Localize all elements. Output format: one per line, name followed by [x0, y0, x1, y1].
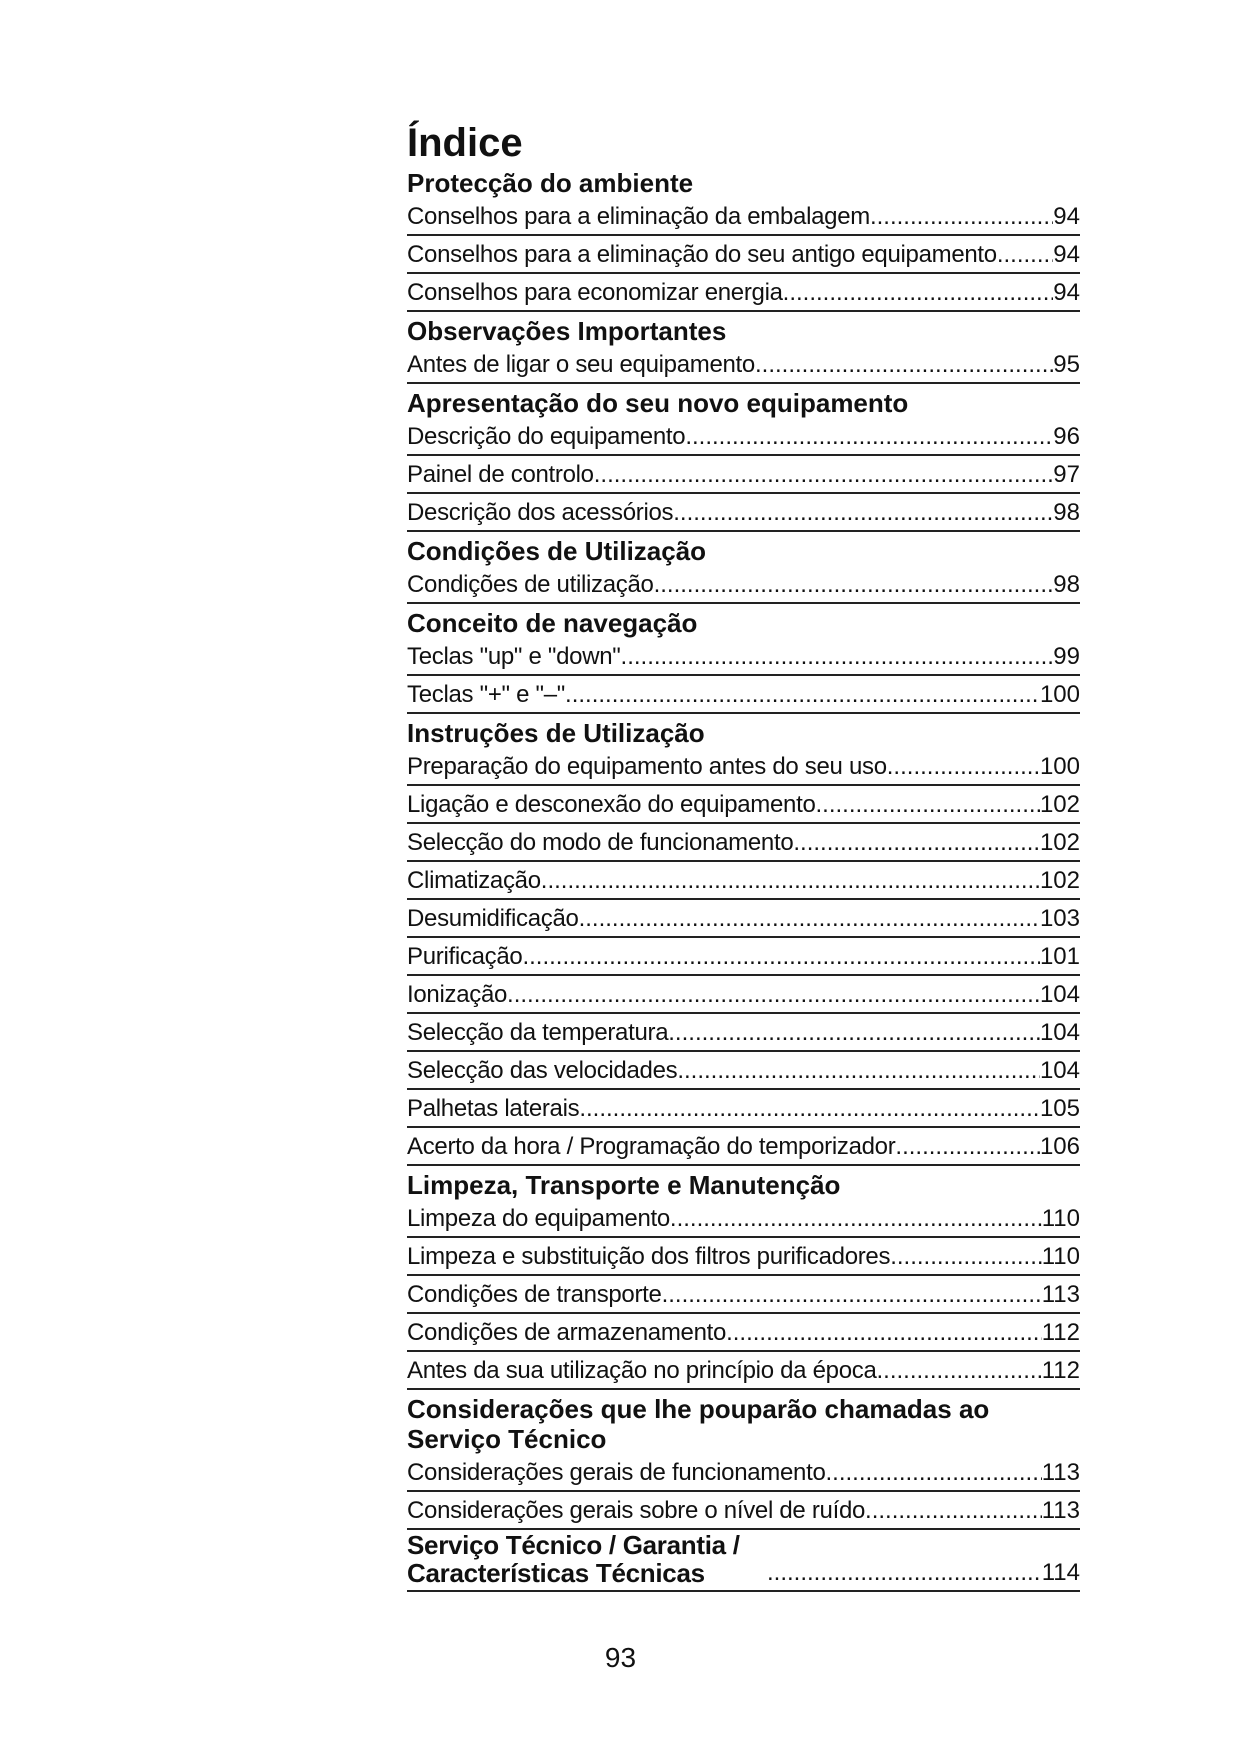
toc-entry-page: 102: [1039, 829, 1080, 856]
section-heading: Observações Importantes: [407, 316, 727, 346]
toc-entry[interactable]: [407, 1314, 1080, 1352]
toc-entry-label: Conselhos para economizar energia: [407, 279, 783, 306]
dot-leader: [726, 1319, 1042, 1350]
toc-entry[interactable]: [407, 824, 1080, 862]
toc-entry-label: Descrição dos acessórios: [407, 499, 674, 526]
toc-entry[interactable]: [407, 346, 1080, 384]
toc-entry-label: Descrição do equipamento: [407, 423, 686, 450]
toc-entry-page: 104: [1039, 981, 1080, 1008]
dot-leader: [997, 241, 1053, 272]
toc-entry-page: 113: [1041, 1497, 1080, 1524]
toc-entry-page: 96: [1053, 423, 1080, 450]
toc-entry-label: Considerações gerais de funcionamento: [407, 1459, 826, 1486]
toc-entry-page: 113: [1041, 1281, 1080, 1308]
toc-entry-page: 98: [1053, 499, 1080, 526]
toc-entry[interactable]: [407, 274, 1080, 312]
toc-entry[interactable]: [407, 638, 1080, 676]
toc-entry-page: 114: [1041, 1559, 1080, 1586]
toc-entry-label: Teclas "+" e "–": [407, 681, 566, 708]
dot-leader: [677, 1057, 1040, 1088]
toc-entry-page: 113: [1041, 1459, 1080, 1486]
toc-entry[interactable]: [407, 938, 1080, 976]
toc-entry-page: 112: [1041, 1319, 1080, 1346]
toc-entry[interactable]: [407, 1492, 1080, 1530]
toc-entry[interactable]: [407, 676, 1080, 714]
toc-entry-label: Antes de ligar o seu equipamento: [407, 351, 755, 378]
toc-entry-label: Painel de controlo: [407, 461, 594, 488]
dot-leader: [673, 499, 1053, 530]
dot-leader: [654, 571, 1054, 602]
dot-leader: [594, 461, 1054, 492]
dot-leader: [870, 203, 1053, 234]
toc-entry-page: 94: [1053, 203, 1080, 230]
dot-leader: [565, 681, 1040, 712]
toc-entry-page: 100: [1039, 681, 1080, 708]
toc-entry[interactable]: [407, 198, 1080, 236]
toc-entry[interactable]: [407, 862, 1080, 900]
section-heading: Instruções de Utilização: [407, 718, 705, 748]
toc-entry[interactable]: [407, 1238, 1080, 1276]
toc-entry-page: 105: [1039, 1095, 1080, 1122]
toc-entry-label: Ionização: [407, 981, 508, 1008]
section-heading: Condições de Utilização: [407, 536, 707, 566]
toc-entry[interactable]: [407, 1352, 1080, 1390]
dot-leader: [541, 867, 1040, 898]
section-heading: Apresentação do seu novo equipamento: [407, 388, 909, 418]
toc-entry-page: 94: [1053, 279, 1080, 306]
dot-leader: [783, 279, 1054, 310]
table-of-contents: [407, 120, 1080, 1592]
section-heading: Limpeza, Transporte e Manutenção: [407, 1170, 841, 1200]
toc-entry-page: 103: [1039, 905, 1080, 932]
toc-entry-label: Selecção da temperatura: [407, 1019, 669, 1046]
toc-entry-page: 97: [1053, 461, 1080, 488]
dot-leader: [793, 829, 1040, 860]
toc-entry-page: 94: [1053, 241, 1080, 268]
dot-leader: [826, 1459, 1042, 1490]
toc-entry-label: Climatização: [407, 867, 541, 894]
toc-entry-label: Considerações gerais sobre o nível de ruído: [407, 1497, 866, 1524]
toc-entry[interactable]: [407, 1014, 1080, 1052]
toc-entry[interactable]: [407, 1052, 1080, 1090]
dot-leader: [685, 423, 1053, 454]
toc-entry[interactable]: [407, 1128, 1080, 1166]
toc-entry-page: 104: [1039, 1019, 1080, 1046]
toc-entry-label: Purificação: [407, 943, 523, 970]
dot-leader: [816, 791, 1040, 822]
dot-leader: [767, 1559, 1042, 1590]
dot-leader: [579, 905, 1040, 936]
toc-entry[interactable]: [407, 1454, 1080, 1492]
toc-entry-label: Desumidificação: [407, 905, 579, 932]
toc-entry-label: Condições de utilização: [407, 571, 654, 598]
dot-leader: [662, 1281, 1042, 1312]
toc-entry-page: 104: [1039, 1057, 1080, 1084]
toc-entry-label: Conselhos para a eliminação da embalagem: [407, 203, 870, 230]
toc-entry-label: Ligação e desconexão do equipamento: [407, 791, 816, 818]
toc-entry[interactable]: [407, 494, 1080, 532]
toc-entry[interactable]: [407, 900, 1080, 938]
toc-entry-label: Condições de transporte: [407, 1281, 662, 1308]
dot-leader: [877, 1357, 1042, 1388]
toc-entry-label: Limpeza e substituição dos filtros purificadores: [407, 1243, 891, 1270]
section-heading: Protecção do ambiente: [407, 168, 694, 198]
toc-entry-page: 99: [1053, 643, 1080, 670]
toc-entry-label: Antes da sua utilização no princípio da época: [407, 1357, 877, 1384]
toc-entry-label: Preparação do equipamento antes do seu uso: [407, 753, 887, 780]
toc-entry[interactable]: [407, 976, 1080, 1014]
toc-entry[interactable]: [407, 566, 1080, 604]
dot-leader: [887, 753, 1040, 784]
dot-leader: [755, 351, 1053, 382]
dot-leader: [522, 943, 1040, 974]
toc-entry-label: Limpeza do equipamento: [407, 1205, 670, 1232]
toc-entry-label: Teclas "up" e "down": [407, 643, 621, 670]
dot-leader: [865, 1497, 1042, 1528]
toc-entry-page: 100: [1039, 753, 1080, 780]
page-title: Índice: [407, 121, 523, 165]
toc-entry-page: 106: [1039, 1133, 1080, 1160]
toc-entry[interactable]: [407, 418, 1080, 456]
toc-entry-page: 98: [1053, 571, 1080, 598]
toc-entry[interactable]: [407, 1090, 1080, 1128]
toc-entry[interactable]: [407, 456, 1080, 494]
section-heading: Considerações que lhe pouparão chamadas ao Serviço Técnico: [407, 1394, 990, 1454]
toc-entry-label: Conselhos para a eliminação do seu antigo equipamento: [407, 241, 997, 268]
toc-list: [407, 168, 1080, 1592]
toc-entry-page: 112: [1041, 1357, 1080, 1384]
dot-leader: [668, 1019, 1040, 1050]
toc-entry-label: Palhetas laterais: [407, 1095, 580, 1122]
dot-leader: [507, 981, 1040, 1012]
dot-leader: [670, 1205, 1042, 1236]
toc-entry[interactable]: [407, 748, 1080, 786]
toc-entry-label: Selecção das velocidades: [407, 1057, 678, 1084]
toc-entry-page: 110: [1041, 1243, 1080, 1270]
toc-entry[interactable]: [407, 236, 1080, 274]
toc-entry-service[interactable]: [407, 1530, 1080, 1592]
toc-entry-page: 102: [1039, 791, 1080, 818]
toc-entry[interactable]: [407, 1276, 1080, 1314]
section-heading: Conceito de navegação: [407, 608, 698, 638]
toc-entry-page: 101: [1039, 943, 1080, 970]
toc-entry-page: 102: [1039, 867, 1080, 894]
dot-leader: [895, 1133, 1040, 1164]
toc-entry-label: Selecção do modo de funcionamento: [407, 829, 794, 856]
dot-leader: [579, 1095, 1040, 1126]
dot-leader: [890, 1243, 1042, 1274]
toc-entry-label: Condições de armazenamento: [407, 1319, 727, 1346]
page-number: 93: [604, 1642, 637, 1673]
toc-entry-page: 110: [1041, 1205, 1080, 1232]
toc-entry[interactable]: [407, 1200, 1080, 1238]
toc-entry-page: 95: [1053, 351, 1080, 378]
toc-entry-label: Serviço Técnico / Garantia / Características Técnicas: [407, 1530, 740, 1588]
toc-entry[interactable]: [407, 786, 1080, 824]
dot-leader: [621, 643, 1054, 674]
toc-entry-label: Acerto da hora / Programação do temporizador: [407, 1133, 896, 1160]
